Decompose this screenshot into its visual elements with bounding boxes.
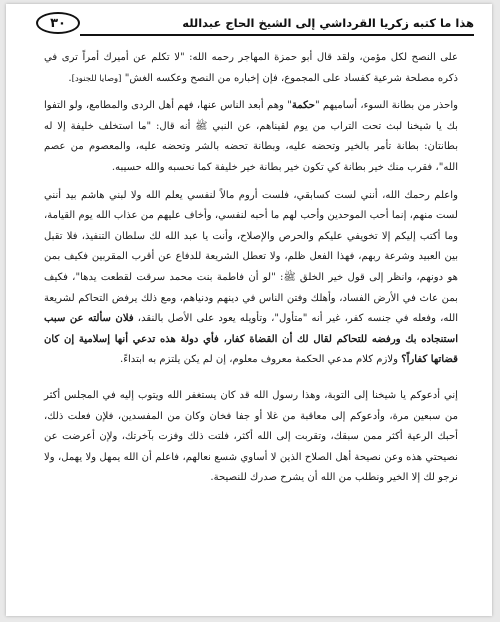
- paragraph-2: [44, 96, 458, 178]
- paragraph-1: [44, 48, 458, 89]
- page-header: [36, 12, 474, 38]
- paragraph-2-text-b: " وهم أبعد الناس عنها، فهم أهل الردى والمطامع، ولو التفوا بك يا شيخنا لبث تحت التراب من يوم لقيناهم، عن النبي ﷺ أنه قال: "ما استخلف خليفة إلا له بطانتان: بطانة تأمر بالخير وتحضه عليه، وبطانة تحضه بالشر وتحضه عليه، والمعصوم من عصم الله"، فقرب منك خير بطانة كي تكون خير بطانة خير خليفة كما نحسبه والله حسيبه.: [44, 100, 458, 173]
- paragraph-3-emphasis: فلان سألته عن سبب استنجاده بك ورفضه للتحاكم لقال لك أن القضاة كفار، فأي دولة هذه تدعي أنها إسلامية إن كان قضاتها كفاراً؟: [44, 313, 458, 366]
- document-page: [6, 4, 492, 616]
- paragraph-1-reference: [وصايا للجنود]: [71, 73, 122, 84]
- paragraph-3: [44, 186, 458, 371]
- paragraph-2-text-a: واحذر من بطانة السوء، أساميهم ": [314, 100, 459, 112]
- paragraph-1-end: .: [68, 72, 72, 84]
- paragraph-4: [44, 386, 458, 489]
- page-title: هذا ما كتبه زكريا القرداشي إلى الشيخ الحاج عبدالله: [182, 16, 474, 30]
- paragraph-3-text-a: واعلم رحمك الله، أنني لست كسابقي، فلست أروم مالاً لنفسي يعلم الله ولا لبني هاشم بيد أنني لست منهم، إنما أحب الموحدين وأحب لهم ما أحبه لنفسي، وأخاف عليهم من عذاب الله يوم القيامة، وما أكتب إليكم إلا تخويفي عليكم والحرص والإصلاح، وأنت يا عبد الله لك سلطان التنفيذ، فلا تقبل بين العبيد وشرعة ربهم، فهذا الفعل ظلم، ولا تعطل الشريعة للدفاع عن أقرب المقربين فكيف بمن هو دونهم، وانظر إلى قول خير الخلق ﷺ: "لو أن فاطمة بنت محمد سرقت لقطعت يدها"، فكيف بمن عاث في الأرض الفساد، وأهلك وفتن الناس في دينهم ودنياهم، ومع ذلك يرفض التحاكم لشريعة الله، وفعله في جنسه كفر، غير أنه "متأول"، وتأويله يعود على الأصل بالنقد،: [44, 189, 459, 325]
- body-text: [44, 48, 458, 489]
- paragraph-1-text: على النصح لكل مؤمن، ولقد قال أبو حمزة المهاجر رحمه الله: "لا تكلم عن أميرك أمراً ترى في ذكره مصلحة شرعية كفساد على المجموع، فإن إخباره من النصح وعكسه الغش": [44, 52, 458, 84]
- header-divider: [80, 34, 474, 36]
- paragraph-4-text: إني أدعوكم يا شيخنا إلى التوبة، وهذا رسول الله قد كان يستغفر الله ويتوب إليه في المجلس أكثر من سبعين مرة، وأدعوكم إلى معاقبة من غلا أو جفا فخان وكان من المفسدين، فلإن فعلت ذلك، أحبك الرعية أكثر ممن سبقك، وتقربت إلى الله أكثر، فلتت ذلك وفزت بآخرتك، ولإن أعرضت عن نصيحتي هذه وعن نصيحة أهل الصلاح الذين لا أساوي شسع نعالهم، فاعلم أن الله يمهل ولا يهمل، ولا نرجو لك إلا الخير ونطلب من الله أن يشرح صدرك للنصيحة.: [44, 389, 458, 484]
- paragraph-3-text-b: ولازم كلام مدعي الحكمة معروف معلوم، إن لم يكن يلتزم به ابتداءً.: [120, 354, 402, 366]
- paragraph-2-emphasis: حكمة: [291, 100, 315, 112]
- page-number: ٣٠: [36, 12, 80, 34]
